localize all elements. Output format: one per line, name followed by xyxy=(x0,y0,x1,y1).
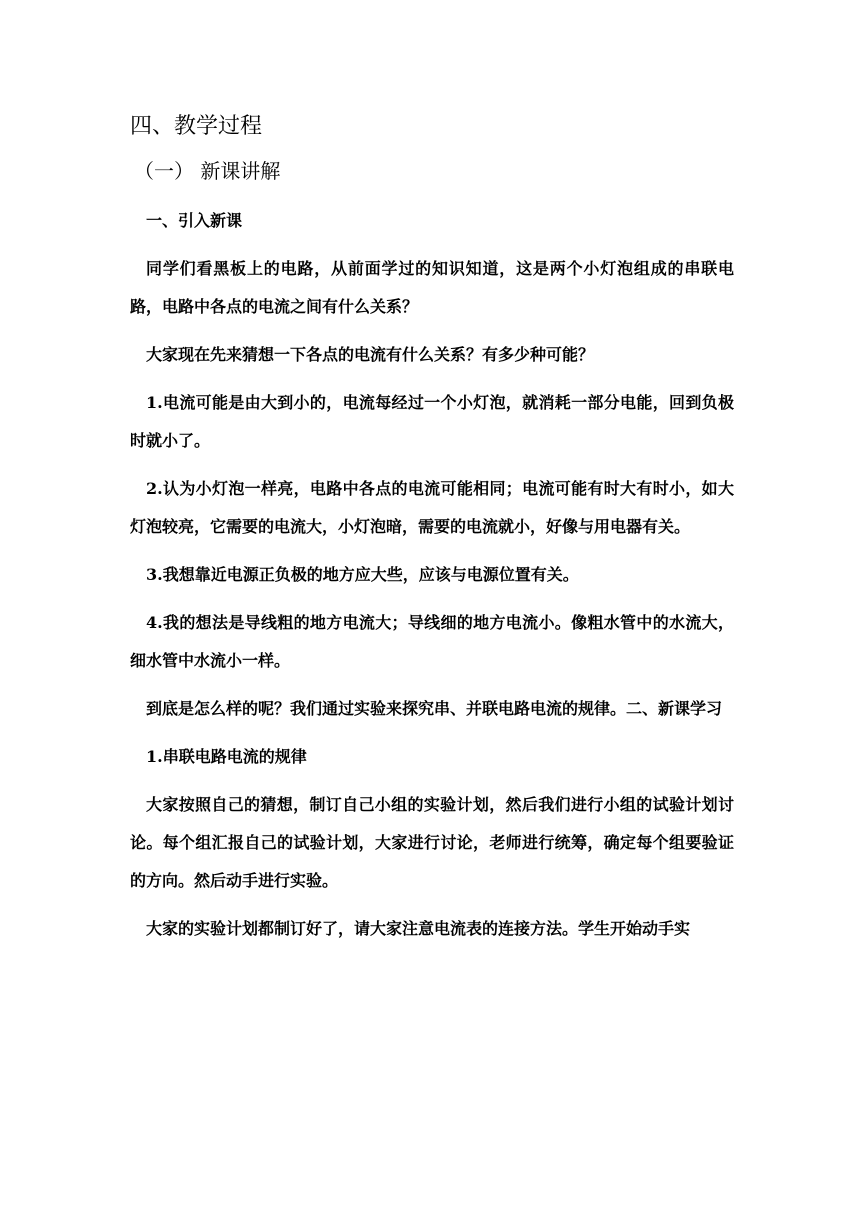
paragraph: 同学们看黑板上的电路，从前面学过的知识知道，这是两个小灯泡组成的串联电路，电路中各点的电流之间有什么关系？ xyxy=(130,259,734,316)
paragraph-series-rule-title: 1.串联电路电流的规律 xyxy=(146,747,307,766)
paragraph-guess-4: 4.我的想法是导线粗的地方电流大；导线细的地方电流小。像粗水管中的水流大，细水管中水流小一样。 xyxy=(130,613,734,670)
paragraph-intro-title: 一、引入新课 xyxy=(146,211,243,230)
section-heading: 四、教学过程 xyxy=(130,114,263,139)
paragraph: 到底是怎么样的呢？我们通过实验来探究串、并联电路电流的规律。二、新课学习 xyxy=(146,699,723,718)
paragraph: 大家的实验计划都制订好了，请大家注意电流表的连接方法。学生开始动手实 xyxy=(146,919,691,938)
paragraph-guess-3: 3.我想靠近电源正负极的地方应大些，应该与电源位置有关。 xyxy=(146,565,579,584)
paragraph: 大家按照自己的猜想，制订自己小组的实验计划，然后我们进行小组的试验计划讨论。每个组汇报自己的试验计划，大家进行讨论，老师进行统筹，确定每个组要验证的方向。然后动手进行实验。 xyxy=(130,795,734,890)
paragraph-guess-1: 1.电流可能是由大到小的，电流每经过一个小灯泡，就消耗一部分电能，回到负极时就小了。 xyxy=(130,393,734,450)
document-body xyxy=(130,110,734,948)
paragraph: 大家现在先来猜想一下各点的电流有什么关系？有多少种可能？ xyxy=(146,345,595,364)
subsection-heading: （一） 新课讲解 xyxy=(134,159,281,183)
paragraph-guess-2: 2.认为小灯泡一样亮，电路中各点的电流可能相同；电流可能有时大有时小，如大灯泡较亮，它需要的电流大，小灯泡暗，需要的电流就小，好像与用电器有关。 xyxy=(130,479,734,536)
